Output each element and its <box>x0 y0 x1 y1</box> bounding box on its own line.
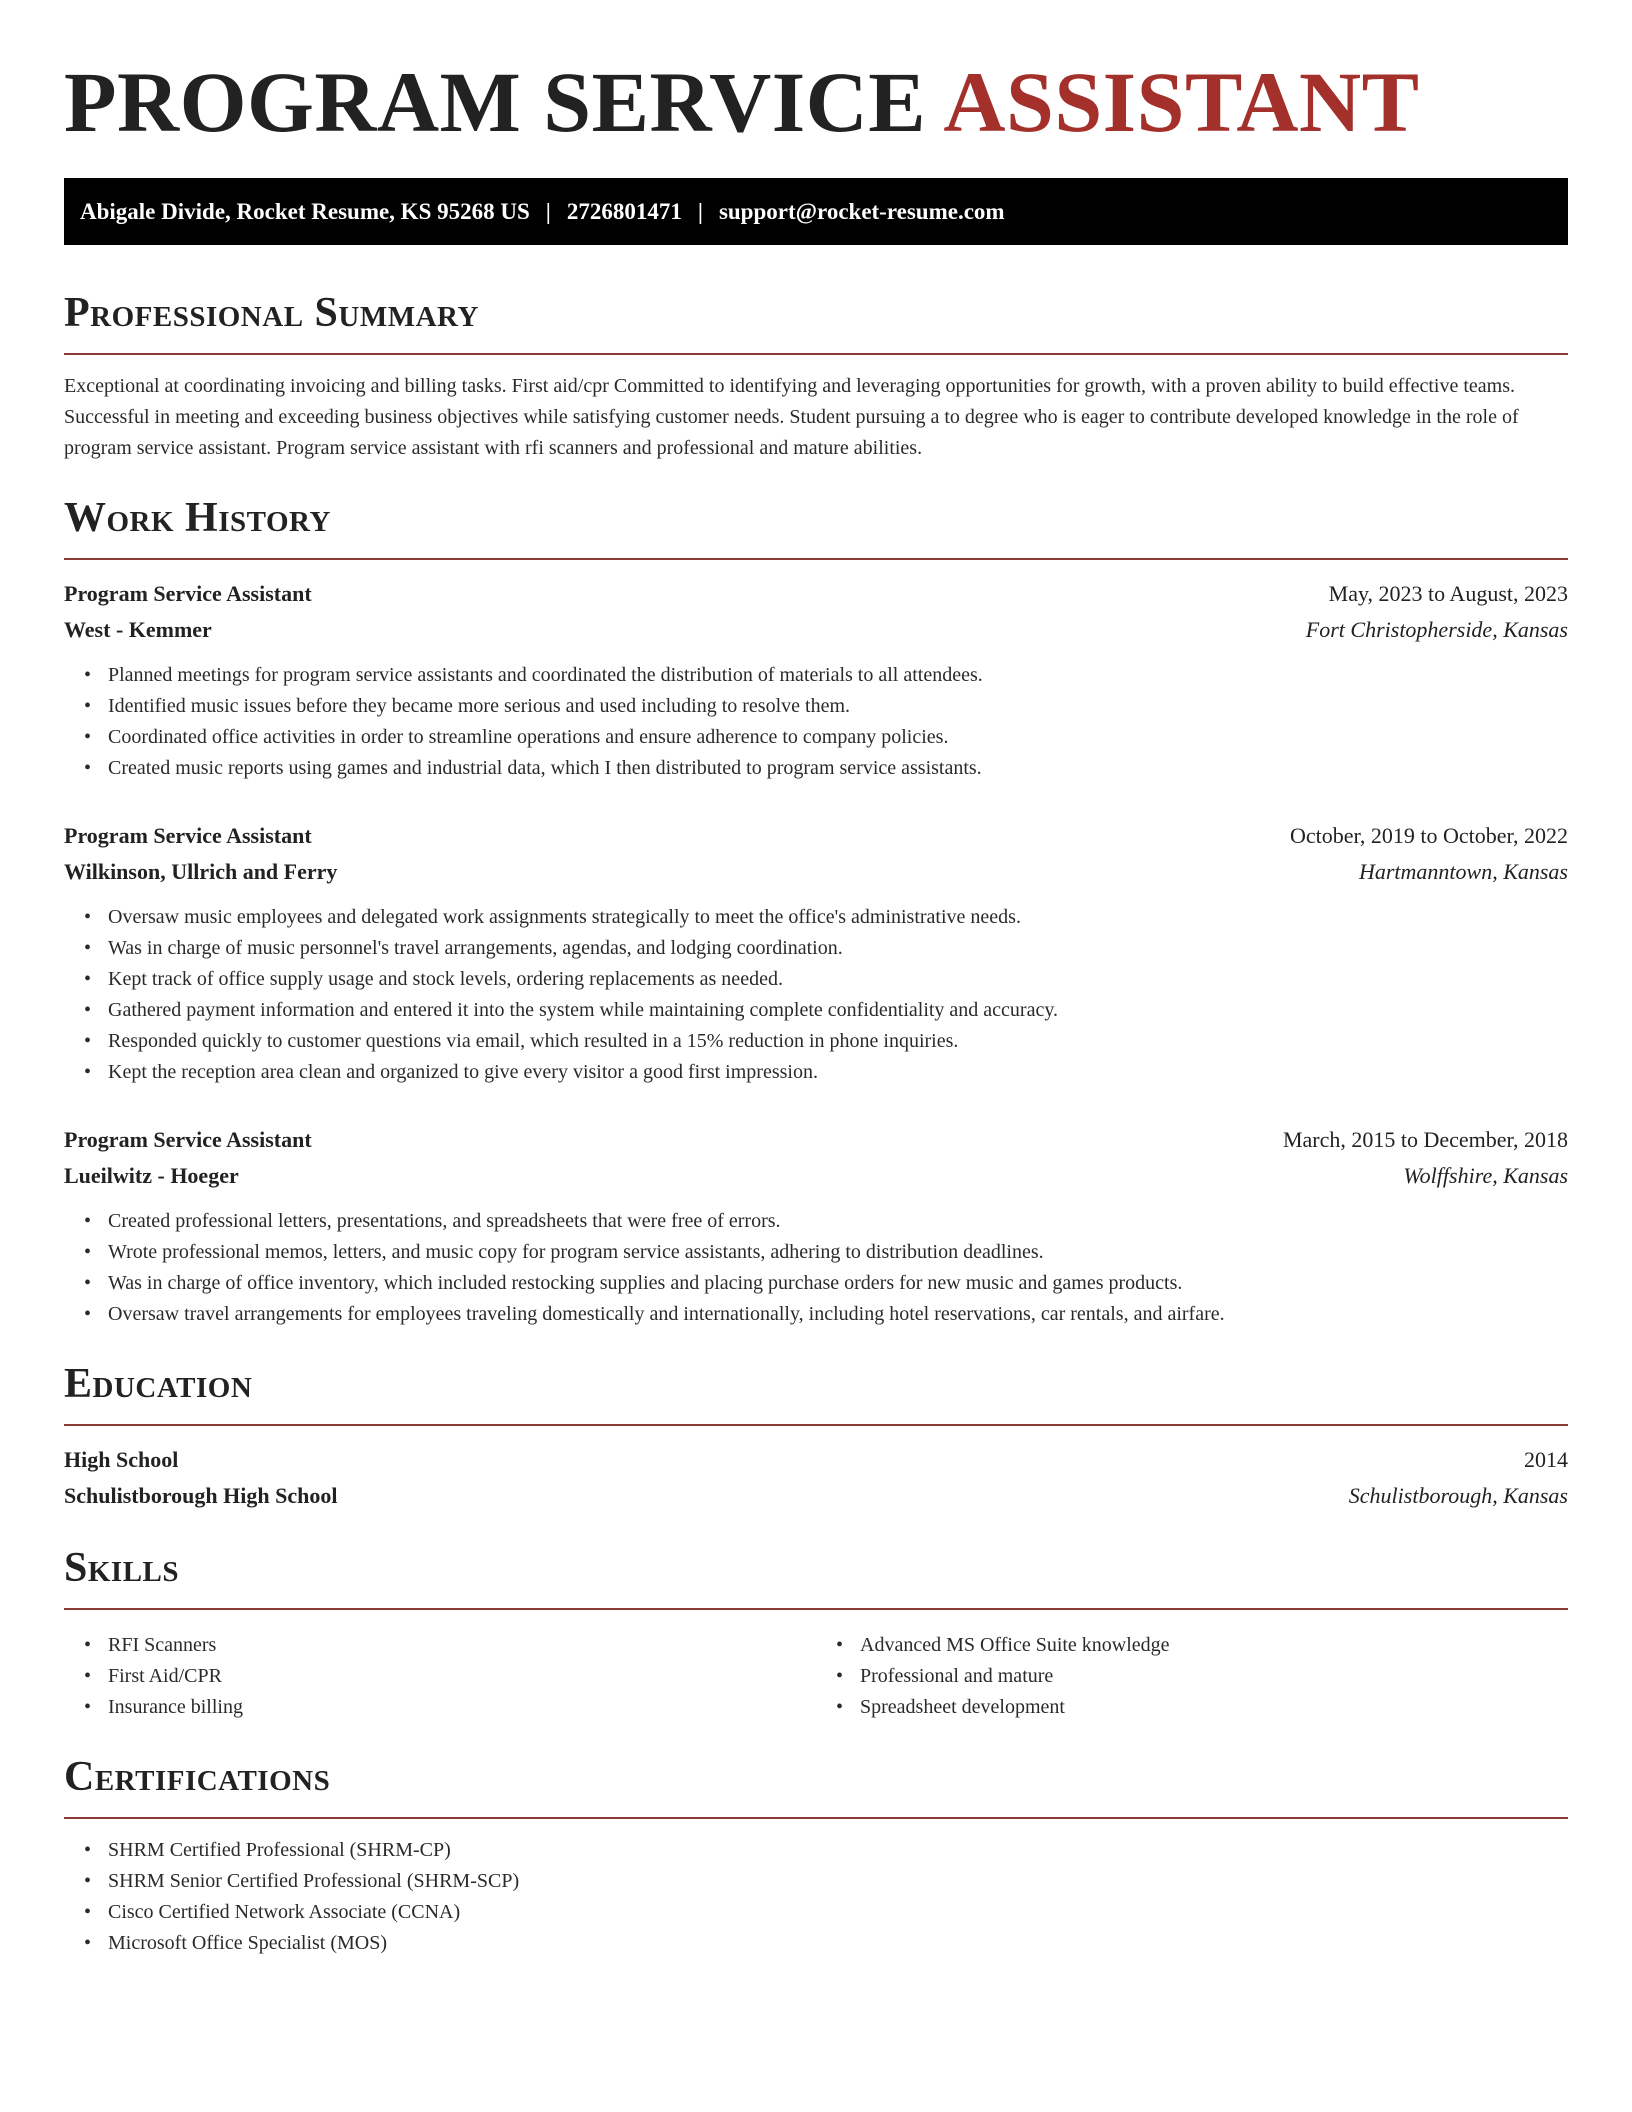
skills-list-left <box>64 1630 816 1723</box>
certification-item: • SHRM Senior Certified Professional (SHRM-SCP) <box>108 1866 1568 1897</box>
job-bullet: • Created professional letters, presentations, and spreadsheets that were free of errors. <box>108 1206 1568 1237</box>
job-bullet: • Kept track of office supply usage and stock levels, ordering replacements as needed. <box>108 964 1568 995</box>
job-bullet: • Kept the reception area clean and organized to give every visitor a good first impression. <box>108 1057 1568 1088</box>
job-bullet: • Coordinated office activities in order to streamline operations and ensure adherence to company policies. <box>108 722 1568 753</box>
contact-phone: 2726801471 <box>566 198 682 224</box>
job-entry <box>64 818 1568 1088</box>
contact-bar <box>64 178 1568 245</box>
job-title: Program Service Assistant <box>64 1127 312 1152</box>
certification-item: • Microsoft Office Specialist (MOS) <box>108 1928 1568 1959</box>
title-part-job: PROGRAM SERVICE <box>64 54 927 150</box>
section-divider <box>64 353 1568 355</box>
skills-grid <box>64 1626 1568 1723</box>
job-company: Lueilwitz - Hoeger <box>64 1163 239 1188</box>
section-heading-education: Education <box>64 1361 253 1407</box>
skills-section <box>64 1544 1568 1723</box>
job-dates: May, 2023 to August, 2023 <box>1328 581 1568 606</box>
summary-text: Exceptional at coordinating invoicing and billing tasks. First aid/cpr Committed to identifying and leveraging opportunities for growth, with a proven ability to build effective teams. Successful in meeting and exceeding business objectives while satisfying customer needs. Student pursuing a to degree who is eager to contribute developed knowledge in the role of program service assistant. Program service assistant with rfi scanners and professional and mature abilities. <box>64 375 1519 459</box>
education-degree: High School <box>64 1447 179 1472</box>
skills-list-right <box>816 1630 1568 1723</box>
job-bullet: • Identified music issues before they became more serious and used including to resolve them. <box>108 691 1568 722</box>
job-bullet: • Gathered payment information and entered it into the system while maintaining complete confidentiality and accuracy. <box>108 995 1568 1026</box>
job-header-row <box>64 1122 1568 1158</box>
contact-address: Abigale Divide, Rocket Resume, KS 95268 US <box>80 198 530 224</box>
contact-separator: | <box>545 198 551 224</box>
job-location: Fort Christopherside, Kansas <box>1305 617 1568 642</box>
job-location: Hartmanntown, Kansas <box>1358 859 1568 884</box>
skill-item: • Insurance billing <box>108 1692 816 1723</box>
job-bullet: • Was in charge of office inventory, which included restocking supplies and placing purchase orders for new music and games products. <box>108 1268 1568 1299</box>
summary-section <box>64 289 1568 464</box>
job-title: Program Service Assistant <box>64 823 312 848</box>
job-bullet: • Oversaw travel arrangements for employees traveling domestically and internationally, including hotel reservations, car rentals, and airfare. <box>108 1299 1568 1330</box>
job-bullet: • Wrote professional memos, letters, and music copy for program service assistants, adhering to distribution deadlines. <box>108 1237 1568 1268</box>
job-bullets <box>64 902 1568 1088</box>
work-history-section <box>64 494 1568 1330</box>
job-entry <box>64 576 1568 784</box>
section-divider <box>64 558 1568 560</box>
certifications-list <box>64 1835 1568 1959</box>
job-entry <box>64 1122 1568 1330</box>
job-dates: October, 2019 to October, 2022 <box>1289 823 1568 848</box>
section-divider <box>64 1608 1568 1610</box>
job-company: Wilkinson, Ullrich and Ferry <box>64 859 338 884</box>
education-year: 2014 <box>1524 1447 1568 1472</box>
job-header-row <box>64 818 1568 854</box>
resume-title <box>64 52 1568 152</box>
job-bullet: • Planned meetings for program service assistants and coordinated the distribution of materials to all attendees. <box>108 660 1568 691</box>
skill-item: • Spreadsheet development <box>860 1692 1568 1723</box>
skill-item: • First Aid/CPR <box>108 1661 816 1692</box>
job-bullets <box>64 660 1568 784</box>
job-header-row <box>64 576 1568 612</box>
certification-item: • SHRM Certified Professional (SHRM-CP) <box>108 1835 1568 1866</box>
job-bullet: • Was in charge of music personnel's travel arrangements, agendas, and lodging coordination. <box>108 933 1568 964</box>
job-location: Wolffshire, Kansas <box>1403 1163 1568 1188</box>
job-subheader-row <box>64 854 1568 890</box>
skill-item: • RFI Scanners <box>108 1630 816 1661</box>
education-school: Schulistborough High School <box>64 1483 338 1508</box>
job-subheader-row <box>64 612 1568 648</box>
certification-item: • Cisco Certified Network Associate (CCNA) <box>108 1897 1568 1928</box>
section-divider <box>64 1817 1568 1819</box>
section-heading-summary: Professional Summary <box>64 290 479 336</box>
section-heading-work: Work History <box>64 495 331 541</box>
job-bullet: • Responded quickly to customer questions via email, which resulted in a 15% reduction in phone inquiries. <box>108 1026 1568 1057</box>
education-section <box>64 1360 1568 1514</box>
section-divider <box>64 1424 1568 1426</box>
contact-email: support@rocket-resume.com <box>718 198 1005 224</box>
contact-separator: | <box>697 198 703 224</box>
job-dates: March, 2015 to December, 2018 <box>1282 1127 1568 1152</box>
section-heading-certifications: Certifications <box>64 1754 331 1800</box>
job-company: West - Kemmer <box>64 617 212 642</box>
skill-item: • Advanced MS Office Suite knowledge <box>860 1630 1568 1661</box>
education-location: Schulistborough, Kansas <box>1348 1483 1568 1508</box>
education-subheader-row <box>64 1478 1568 1514</box>
job-subheader-row <box>64 1158 1568 1194</box>
job-bullet: • Oversaw music employees and delegated work assignments strategically to meet the office's administrative needs. <box>108 902 1568 933</box>
certifications-section <box>64 1753 1568 1959</box>
job-title: Program Service Assistant <box>64 581 312 606</box>
skill-item: • Professional and mature <box>860 1661 1568 1692</box>
job-bullets <box>64 1206 1568 1330</box>
education-header-row <box>64 1442 1568 1478</box>
job-bullet: • Created music reports using games and industrial data, which I then distributed to program service assistants. <box>108 753 1568 784</box>
title-part-accent: ASSISTANT <box>943 54 1420 150</box>
section-heading-skills: Skills <box>64 1545 180 1591</box>
